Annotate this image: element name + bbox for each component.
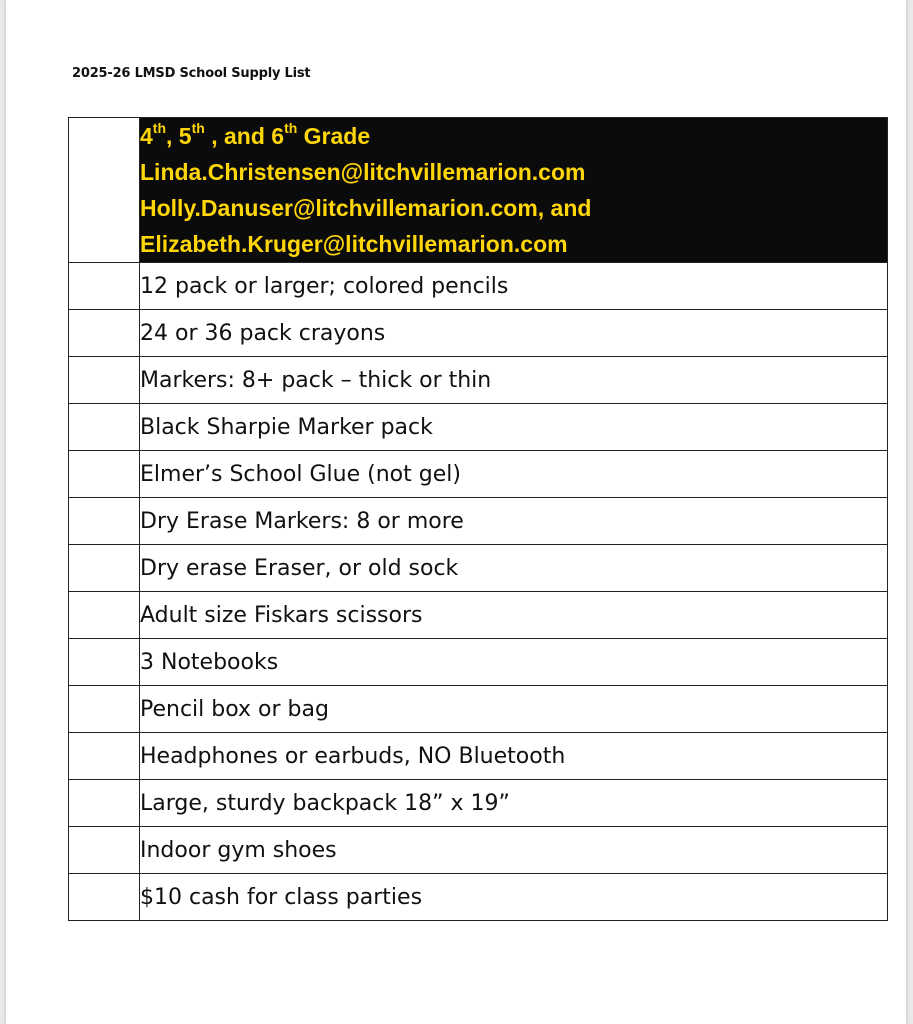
supply-item: Indoor gym shoes — [140, 827, 888, 874]
table-row — [69, 451, 888, 498]
ordinal-suffix: th — [191, 120, 205, 137]
supply-item: Large, sturdy backpack 18” x 19” — [140, 780, 888, 827]
separator: , and — [204, 123, 272, 149]
table-row — [69, 498, 888, 545]
supply-list-table — [68, 117, 888, 921]
document-title: 2025-26 LMSD School Supply List — [72, 66, 311, 81]
document-page — [6, 0, 906, 1024]
table-row — [69, 639, 888, 686]
grade-4: 4 — [140, 123, 153, 149]
grade-heading — [140, 118, 887, 154]
checkbox-cell — [69, 263, 140, 310]
table-row — [69, 827, 888, 874]
checkbox-cell — [69, 357, 140, 404]
supply-item: $10 cash for class parties — [140, 874, 888, 921]
supply-item: 24 or 36 pack crayons — [140, 310, 888, 357]
table-row — [69, 357, 888, 404]
table-row — [69, 310, 888, 357]
table-row — [69, 686, 888, 733]
teacher-email[interactable]: Elizabeth.Kruger@litchvillemarion.com — [140, 231, 568, 257]
checkbox-cell — [69, 310, 140, 357]
checkbox-cell — [69, 451, 140, 498]
table-row — [69, 404, 888, 451]
checkbox-cell — [69, 827, 140, 874]
table-row — [69, 780, 888, 827]
table-row — [69, 545, 888, 592]
grade-5: 5 — [178, 123, 192, 149]
supply-item: Headphones or earbuds, NO Bluetooth — [140, 733, 888, 780]
grade-6: 6 — [271, 123, 285, 149]
supply-item: Dry Erase Markers: 8 or more — [140, 498, 888, 545]
table-row — [69, 592, 888, 639]
supply-item: Dry erase Eraser, or old sock — [140, 545, 888, 592]
checkbox-cell — [69, 404, 140, 451]
table-row — [69, 263, 888, 310]
checkbox-cell — [69, 686, 140, 733]
checkbox-cell — [69, 118, 140, 263]
teacher-email[interactable]: Holly.Danuser@litchvillemarion.com, and — [140, 195, 592, 221]
checkbox-cell — [69, 733, 140, 780]
ordinal-suffix: th — [284, 120, 298, 137]
supply-item: Black Sharpie Marker pack — [140, 404, 888, 451]
supply-item: Adult size Fiskars scissors — [140, 592, 888, 639]
table-header-row — [69, 118, 888, 263]
grade-word: Grade — [297, 123, 371, 149]
grade-header-cell — [140, 118, 888, 263]
checkbox-cell — [69, 639, 140, 686]
supply-item: Elmer’s School Glue (not gel) — [140, 451, 888, 498]
checkbox-cell — [69, 498, 140, 545]
ordinal-suffix: th — [152, 120, 167, 137]
checkbox-cell — [69, 874, 140, 921]
supply-item: Pencil box or bag — [140, 686, 888, 733]
supply-item: 3 Notebooks — [140, 639, 888, 686]
table-row — [69, 874, 888, 921]
supply-item: 12 pack or larger; colored pencils — [140, 263, 888, 310]
supply-item: Markers: 8+ pack – thick or thin — [140, 357, 888, 404]
checkbox-cell — [69, 592, 140, 639]
separator: , — [166, 123, 179, 149]
teacher-email[interactable]: Linda.Christensen@litchvillemarion.com — [140, 159, 586, 185]
checkbox-cell — [69, 545, 140, 592]
checkbox-cell — [69, 780, 140, 827]
table-row — [69, 733, 888, 780]
